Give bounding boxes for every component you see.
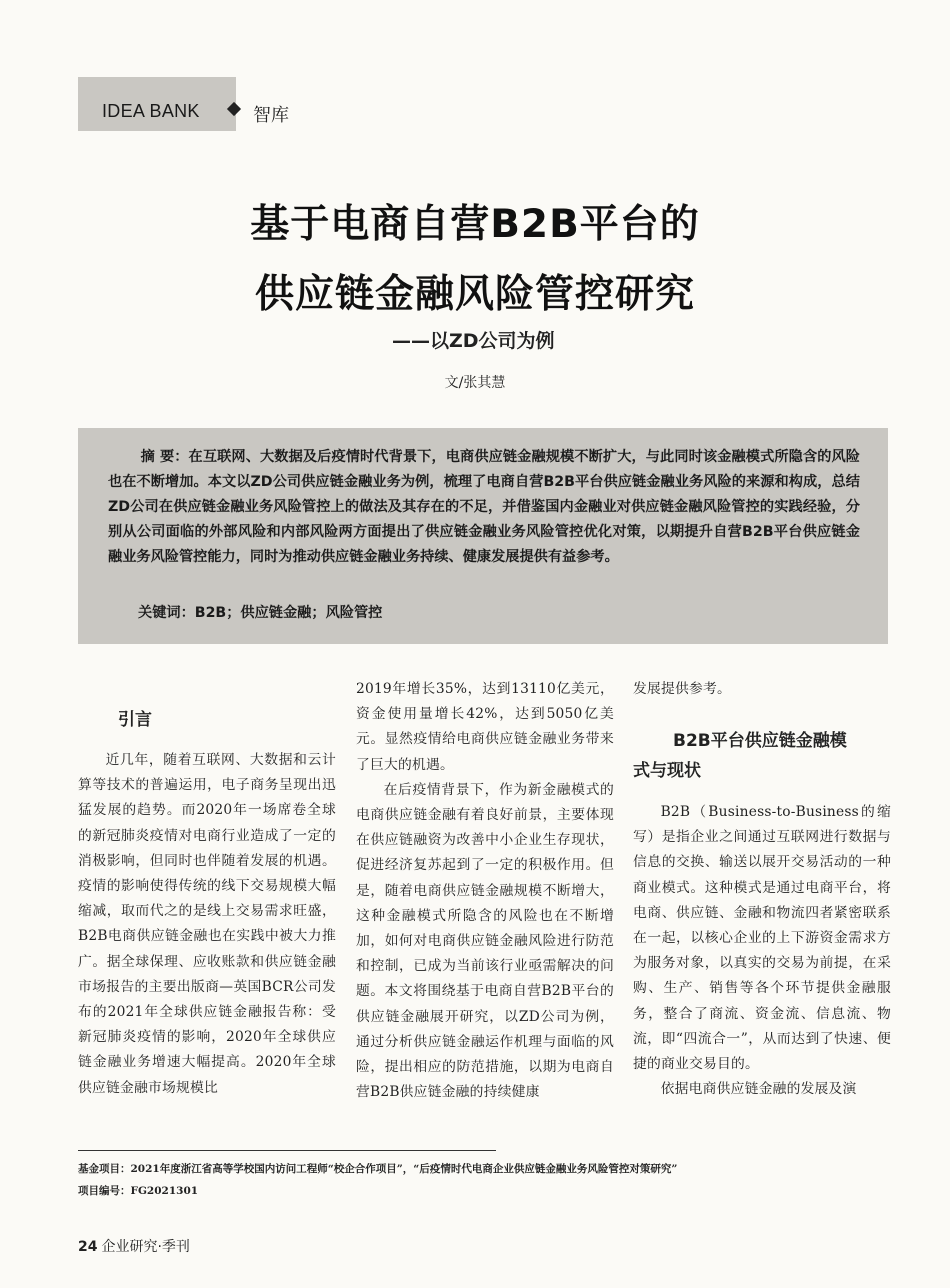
abstract-body: 摘 要：在互联网、大数据及后疫情时代背景下，电商供应链金融规模不断扩大，与此同时该金融模式所隐含的风险也在不断增加。本文以ZD公司供应链金融业务为例，梳理了电商自营B2B平台供应链金融业务风险的来源和构成，总结ZD公司在供应链金融业务风险管控上的做法及其存在的不足，并借鉴国内金融业对供应链金融风险管控的实践经验，分别从公司面临的外部风险和内部风险两方面提出了供应链金融业务风险管控优化对策，以期提升自营B2B平台供应链金融业务风险管控能力，同时为推动供应链金融业务持续、健康发展提供有益参考。: [108, 449, 860, 565]
paragraph: 依据电商供应链金融的发展及演: [660, 1081, 857, 1098]
section-heading-intro: 引言: [118, 710, 152, 730]
footnote-project-number: 项目编号：FG2021301: [78, 1185, 199, 1197]
column-3: [633, 800, 891, 1102]
article-title-line-2: 供应链金融风险管控研究: [254, 272, 695, 317]
paragraph: 近几年，随着互联网、大数据和云计算等技术的普遍运用，电子商务呈现出迅猛发展的趋势。而2020年一场席卷全球的新冠肺炎疫情对电商行业造成了一定的消极影响，但同时也伴随着发展的机遇。疫情的影响使得传统的线下交易规模大幅缩减，取而代之的是线上交易需求旺盛，B2B电商供应链金融也在实践中被大力推广。据全球保理、应收账款和供应链金融市场报告的主要出版商—英国BCR公司发布的2021年全球供应链金融报告称：受新冠肺炎疫情的影响，2020年全球供应链金融业务增速大幅提高。2020年全球供应链金融市场规模比: [78, 752, 336, 1096]
section-heading-b2b-line-2: 式与现状: [633, 761, 701, 781]
keywords: 关键词：B2B；供应链金融；风险管控: [138, 605, 383, 621]
section-heading-b2b: [633, 726, 891, 786]
section-tag-chinese: 智库: [253, 105, 289, 126]
column-1: [78, 748, 336, 1101]
abstract-box: [78, 428, 888, 644]
article-subtitle: ——以ZD公司为例: [392, 330, 555, 352]
paragraph: 发展提供参考。: [633, 681, 731, 697]
article-author: 文/张其慧: [444, 375, 506, 391]
section-tag: [78, 77, 236, 131]
article-title-line-1: 基于电商自营B2B平台的: [250, 202, 700, 247]
page-footer: [78, 1236, 190, 1256]
paragraph: 在后疫情背景下，作为新金融模式的电商供应链金融有着良好前景，主要体现在供应链融资为改善中小企业生存现状，促进经济复苏起到了一定的积极作用。但是，随着电商供应链金融规模不断增大，这种金融模式所隐含的风险也在不断增加，如何对电商供应链金融风险进行防范和控制，已成为当前该行业亟需解决的问题。本文将围绕基于电商自营B2B平台的供应链金融展开研究，以ZD公司为例，通过分析供应链金融运作机理与面临的风险，提出相应的防范措施，以期为电商自营B2B供应链金融的持续健康: [356, 781, 614, 1101]
footnote-divider: [78, 1150, 496, 1151]
paragraph: 2019年增长35%，达到13110亿美元，资金使用量增长42%，达到5050亿美元。显然疫情给电商供应链金融业务带来了巨大的机遇。: [356, 681, 614, 773]
page-number: 24: [78, 1239, 98, 1255]
section-tag-english: IDEA BANK: [102, 101, 200, 121]
column-2: [356, 677, 614, 1105]
footnote-fund: 基金项目：2021年度浙江省高等学校国内访问工程师“校企合作项目”，“后疫情时代电商企业供应链金融业务风险管控对策研究”: [78, 1163, 678, 1175]
abstract-text: [108, 445, 860, 570]
section-heading-b2b-line-1: B2B平台供应链金融模: [673, 731, 847, 751]
journal-name: 企业研究·季刊: [101, 1239, 190, 1255]
paragraph: B2B（Business-to-Business的缩写）是指企业之间通过互联网进行数据与信息的交换、输送以展开交易活动的一种商业模式。这种模式是通过电商平台，将电商、供应链、金融和物流四者紧密联系在一起，以核心企业的上下游资金需求方为服务对象，以真实的交易为前提，在采购、生产、销售等各个环节提供金融服务，整合了商流、资金流、信息流、物流，即“四流合一”，从而达到了快速、便捷的商业交易目的。: [633, 804, 891, 1073]
column-3-top: [633, 677, 891, 702]
